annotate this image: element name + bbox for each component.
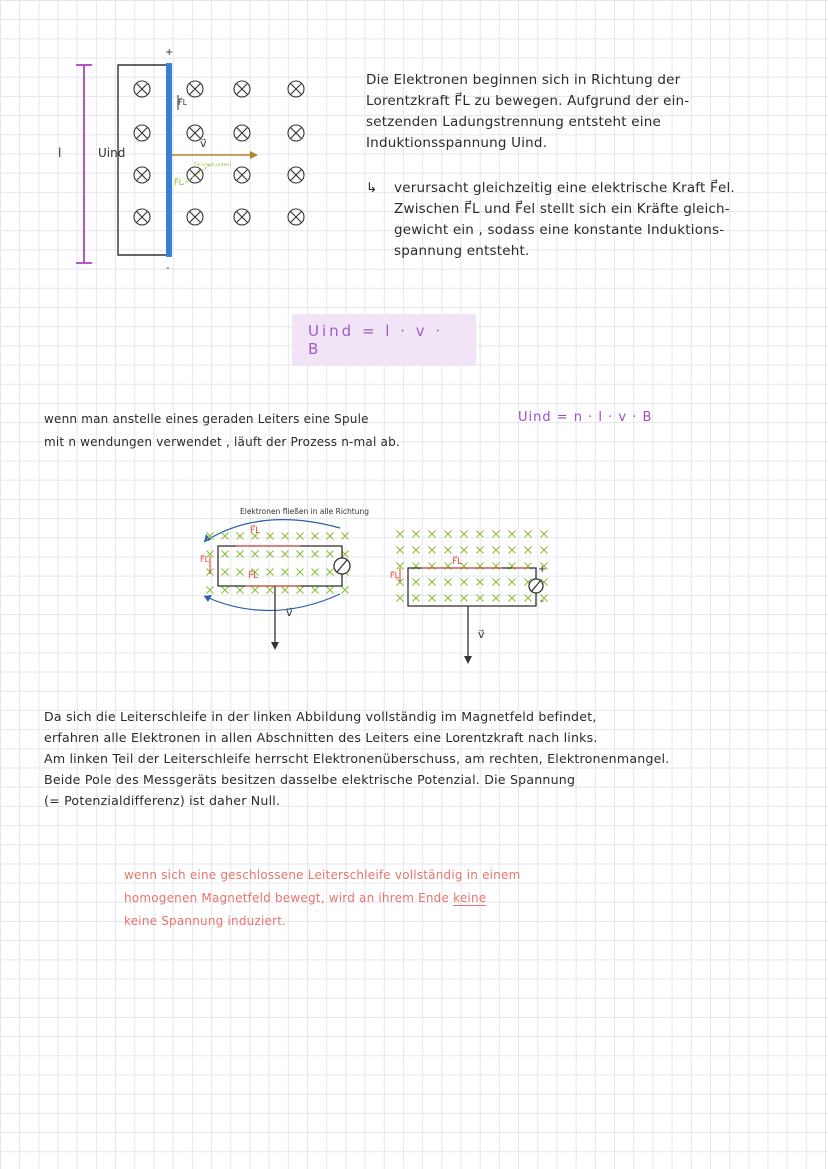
electric-force-arrow	[182, 165, 210, 185]
text-line: wenn sich eine geschlossene Leiterschleife vollständig in einem	[124, 868, 521, 882]
label-lorentz-force-2: F⃗L	[174, 178, 184, 187]
explanation-closed-loop	[44, 706, 824, 811]
label-lorentz-force-3: F⃗L	[200, 555, 210, 564]
conductor-rod	[166, 63, 172, 257]
label-lorentz-force: F⃗L	[178, 98, 188, 107]
label-lorentz-force-2: F⃗L	[390, 571, 400, 580]
label-velocity: v⃗	[478, 628, 485, 641]
label-lorentz-force-2: F⃗L	[248, 571, 259, 581]
text-line: erfahren alle Elektronen in allen Abschnitten des Leiters eine Lorentzkraft nach links.	[44, 730, 598, 745]
text-line: (= Potenzialdifferenz) ist daher Null.	[44, 793, 281, 808]
conductor-loop	[408, 568, 536, 606]
label-lorentz-force: F⃗L	[452, 557, 463, 567]
text-line: spannung entsteht.	[394, 243, 530, 259]
electron-flow-arrow-bottom	[204, 594, 340, 611]
text-line: Die Elektronen beginnen sich in Richtung der	[366, 72, 681, 88]
text-line: keine Spannung induziert.	[124, 914, 287, 928]
velocity-arrowhead	[271, 642, 279, 650]
formula-induction-voltage: Uind = l · v · B	[292, 314, 476, 366]
label-velocity: v⃗	[200, 137, 207, 150]
text-line: Induktionsspannung Uind.	[366, 135, 548, 151]
conclusion-note	[124, 864, 724, 933]
text-line: setzenden Ladungstrennung entsteht eine	[366, 114, 661, 130]
arrow-icon: ↳	[366, 180, 378, 196]
text-line: mit n wendungen verwendet , läuft der Prozess n-mal ab.	[44, 435, 400, 449]
label-plus: +	[538, 564, 547, 575]
text-line: Da sich die Leiterschleife in der linken Abbildung vollständig im Magnetfeld befindet,	[44, 709, 597, 724]
diagram-induction-rod	[50, 45, 320, 275]
text-line: Beide Pole des Messgeräts besitzen dasselbe elektrische Potenzial. Die Spannung	[44, 772, 576, 787]
text-line: verursacht gleichzeitig eine elektrische Kraft F⃗el.	[394, 180, 735, 196]
label-minus: -	[540, 594, 544, 607]
label-electrons-flow: Elektronen fließen in alle Richtung	[240, 507, 369, 516]
circuit-wire	[118, 65, 168, 255]
formula-coil-voltage: Uind = n · l · v · B	[518, 410, 653, 425]
text-line: Am linken Teil der Leiterschleife herrscht Elektronenüberschuss, am rechten, Elektronenmangel.	[44, 751, 670, 766]
label-minus: -	[166, 263, 170, 274]
underlined-word: keine	[453, 891, 487, 905]
label-velocity: v⃗	[286, 606, 293, 619]
conductor-loop	[218, 546, 342, 586]
label-electric-force: F⃗el (nach unten)	[194, 163, 232, 168]
magnetic-field-into-page	[207, 533, 349, 594]
label-lorentz-force: F⃗L	[250, 526, 261, 536]
text-line: Lorentzkraft F⃗L zu bewegen. Aufgrund der ein-	[366, 93, 690, 109]
velocity-arrowhead	[250, 151, 258, 159]
explanation-electric-force	[366, 178, 806, 262]
text-line	[124, 887, 724, 910]
label-uind: Uind	[98, 146, 126, 160]
explanation-coil	[44, 408, 504, 454]
explanation-lorentz	[366, 70, 806, 154]
text-fragment: homogenen Magnetfeld bewegt, wird an ihrem Ende	[124, 891, 450, 905]
text-line: wenn man anstelle eines geraden Leiters eine Spule	[44, 412, 369, 426]
text-line: gewicht ein , sodass eine konstante Induktions-	[394, 222, 725, 238]
diagram-loop-entering-field	[382, 520, 562, 670]
text-line: Zwischen F⃗L und F⃗el stellt sich ein Kräfte gleich-	[394, 201, 730, 217]
label-plus: +	[165, 47, 174, 58]
magnetic-field-into-page	[397, 531, 548, 602]
velocity-arrowhead	[464, 656, 472, 664]
diagram-loop-fully-in-field	[190, 496, 380, 676]
magnetic-field-into-page	[134, 81, 304, 225]
label-length: l	[58, 146, 62, 160]
